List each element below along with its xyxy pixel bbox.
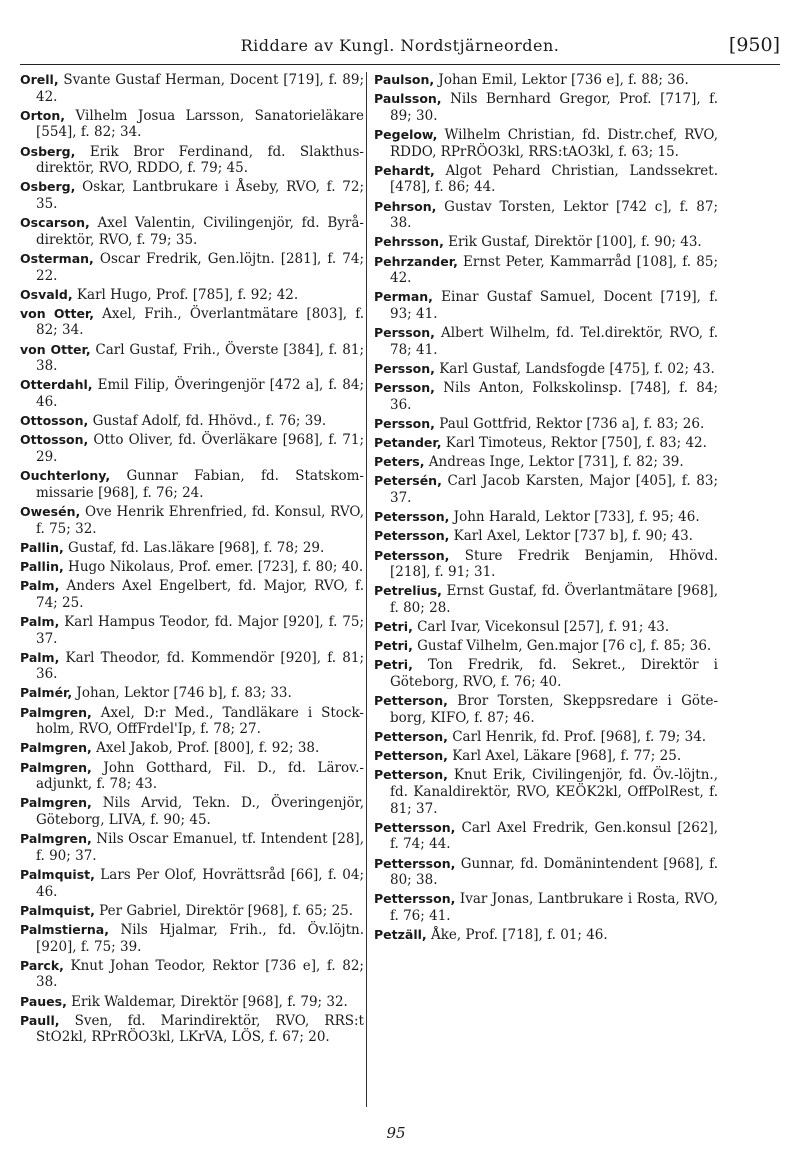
entry-surname: Osberg, — [20, 143, 76, 159]
entry-details: Sture Fredrik Benjamin, Hhövd. [218], f. 91; 31. — [390, 547, 718, 581]
list-item — [20, 251, 364, 284]
entry-surname: Petterson, — [374, 693, 448, 709]
entry-surname: Otterdahl, — [20, 377, 93, 393]
entry-surname: Pehardt, — [374, 162, 435, 178]
entry-details: Gustaf Vilhelm, Gen.major [76 c], f. 85; 36. — [412, 638, 712, 655]
list-item — [20, 922, 364, 955]
list-item — [374, 748, 718, 765]
entry-surname: Pehrzander, — [374, 253, 458, 269]
entry-details: Ernst Peter, Kammarråd [108], f. 85; 42. — [390, 253, 718, 287]
list-item — [374, 199, 718, 232]
entry-details: Nils Oscar Emanuel, tf. Intendent [28], f. 90; 37. — [36, 831, 364, 864]
entry-surname: Paues, — [20, 993, 67, 1009]
entry-surname: Ouchterlony, — [20, 468, 111, 484]
list-item — [374, 767, 718, 817]
entry-details: Algot Pehard Christian, Landssekret. [478], f. 86; 44. — [390, 162, 718, 196]
list-item — [20, 504, 364, 537]
entry-surname: Osvald, — [20, 286, 73, 302]
list-item — [374, 927, 718, 944]
entry-details: Erik Gustaf, Direktör [100], f. 90; 43. — [443, 234, 702, 251]
entry-surname: Palmgren, — [20, 740, 92, 756]
entry-surname: von Otter, — [20, 341, 91, 357]
entry-details: Wilhelm Christian, fd. Distr.chef, RVO, RDDO, RPrRÖO3kl, RRS:tAO3kl, f. 63; 15. — [390, 126, 718, 160]
list-item — [374, 72, 718, 89]
list-item — [374, 325, 718, 358]
list-item — [20, 903, 364, 920]
entry-surname: Petterson, — [374, 748, 448, 764]
entry-details: Ivar Jonas, Lantbrukare i Rosta, RVO, f. 76; 41. — [390, 891, 718, 924]
entry-surname: Pettersson, — [374, 855, 456, 871]
list-item — [374, 548, 718, 581]
page-title: Riddare av Kungl. Nordstjärneorden. — [240, 36, 560, 55]
entry-details: Karl Axel, Läkare [968], f. 77; 25. — [447, 748, 682, 765]
entry-surname: Petersson, — [374, 509, 450, 525]
list-item — [20, 413, 364, 430]
list-item — [20, 540, 364, 557]
list-item — [374, 820, 718, 853]
header-rule — [20, 64, 780, 65]
entry-details: Ove Henrik Ehrenfried, fd. Konsul, RVO, f. 75; 32. — [36, 503, 364, 537]
entry-surname: Ottosson, — [20, 413, 89, 429]
list-item — [20, 287, 364, 304]
entry-surname: Peters, — [374, 454, 425, 470]
entry-surname: Petterson, — [374, 729, 448, 745]
entry-details: Erik Waldemar, Direktör [968], f. 79; 32. — [66, 993, 348, 1010]
entry-details: Albert Wilhelm, fd. Tel.direktör, RVO, f. 78; 41. — [390, 325, 718, 358]
list-item — [20, 740, 364, 757]
page-number: 95 — [386, 1124, 406, 1142]
list-item — [374, 729, 718, 746]
list-item — [374, 416, 718, 433]
entry-surname: von Otter, — [20, 305, 94, 321]
entry-surname: Pettersson, — [374, 819, 456, 835]
entry-details: Knut Erik, Civilingenjör, fd. Öv.-löjtn., fd. Kanaldirektör, RVO, KEÖK2kl, OffPolRest, f. 81; 37. — [390, 767, 718, 817]
entry-details: Åke, Prof. [718], f. 01; 46. — [426, 927, 608, 944]
entry-details: Axel Valentin, Civilingenjör, fd. Byrå-direktör, RVO, f. 79; 35. — [36, 215, 364, 248]
list-item — [374, 435, 718, 452]
entry-details: Erik Bror Ferdinand, fd. Slakthus-direktör, RVO, RDDO, f. 79; 45. — [36, 143, 364, 177]
entry-details: Carl Axel Fredrik, Gen.konsul [262], f. 74; 44. — [390, 819, 718, 853]
list-item — [374, 657, 718, 690]
entry-surname: Owesén, — [20, 503, 81, 519]
left-column — [20, 72, 364, 1048]
entry-surname: Persson, — [374, 325, 435, 341]
list-item — [20, 215, 364, 248]
entry-details: Anders Axel Engelbert, fd. Major, RVO, f. 74; 25. — [36, 578, 364, 611]
entry-details: Emil Filip, Överingenjör [472 a], f. 84; 46. — [36, 377, 364, 411]
entry-surname: Orell, — [20, 72, 59, 87]
entry-surname: Persson, — [374, 380, 435, 396]
list-item — [20, 994, 364, 1011]
entry-details: Carl Ivar, Vicekonsul [257], f. 91; 43. — [412, 619, 670, 636]
entry-details: Gustav Torsten, Lektor [742 c], f. 87; 38. — [390, 198, 718, 232]
entry-surname: Palmgren, — [20, 704, 92, 720]
entry-surname: Palmstierna, — [20, 921, 109, 937]
entry-surname: Pallin, — [20, 558, 64, 574]
entry-surname: Pallin, — [20, 539, 64, 555]
list-item — [20, 831, 364, 864]
list-item — [20, 432, 364, 465]
list-item — [374, 380, 718, 413]
list-item — [20, 342, 364, 375]
entry-surname: Palm, — [20, 578, 60, 594]
page-header — [20, 34, 780, 62]
entry-surname: Palmér, — [20, 685, 73, 701]
list-item — [374, 127, 718, 160]
list-item — [374, 163, 718, 196]
entry-details: Karl Gustaf, Landsfogde [475], f. 02; 43. — [434, 360, 715, 377]
entry-surname: Palmgren, — [20, 831, 92, 847]
list-item — [374, 856, 718, 889]
entry-surname: Ottosson, — [20, 432, 89, 448]
entry-details: John Gotthard, Fil. D., fd. Lärov.-adjunkt, f. 78; 43. — [36, 759, 364, 793]
list-item — [20, 144, 364, 177]
entry-surname: Parck, — [20, 957, 64, 973]
list-item — [20, 108, 364, 141]
entry-surname: Paulson, — [374, 72, 435, 87]
entry-details: Svante Gustaf Herman, Docent [719], f. 89; 42. — [36, 72, 364, 105]
entry-details: Nils Anton, Folkskolinsp. [748], f. 84; 36. — [390, 380, 718, 413]
entry-surname: Petri, — [374, 619, 413, 635]
entry-details: Gunnar, fd. Domänintendent [968], f. 80; 38. — [390, 855, 718, 889]
list-item — [20, 559, 364, 576]
page-reference: [950] — [728, 34, 780, 56]
list-item — [374, 619, 718, 636]
list-item — [20, 306, 364, 339]
entry-details: Johan Emil, Lektor [736 e], f. 88; 36. — [434, 72, 689, 88]
entry-surname: Petri, — [374, 657, 413, 673]
entry-surname: Palmgren, — [20, 759, 92, 775]
entry-surname: Orton, — [20, 107, 66, 123]
list-item — [20, 650, 364, 683]
entry-details: Nils Bernhard Gregor, Prof. [717], f. 89; 30. — [390, 91, 718, 124]
entry-details: Carl Gustaf, Frih., Överste [384], f. 81; 38. — [36, 341, 364, 375]
entry-surname: Petri, — [374, 638, 413, 654]
entry-surname: Petrelius, — [374, 583, 442, 599]
entry-details: Carl Jacob Karsten, Major [405], f. 83; 37. — [390, 473, 718, 506]
list-item — [374, 234, 718, 251]
entry-details: Karl Axel, Lektor [737 b], f. 90; 43. — [449, 528, 693, 545]
entry-surname: Pehrsson, — [374, 234, 444, 250]
list-item — [20, 179, 364, 212]
entry-details: Lars Per Olof, Hovrättsråd [66], f. 04; 46. — [36, 866, 364, 900]
entry-details: Per Gabriel, Direktör [968], f. 65; 25. — [94, 902, 354, 919]
entry-details: Andreas Inge, Lektor [731], f. 82; 39. — [424, 454, 684, 471]
entry-surname: Pehrson, — [374, 198, 437, 214]
right-column — [374, 72, 718, 946]
list-item — [20, 958, 364, 991]
list-item — [374, 473, 718, 506]
list-item — [374, 361, 718, 378]
entry-surname: Petterson, — [374, 767, 448, 783]
entry-details: Carl Henrik, fd. Prof. [968], f. 79; 34. — [447, 729, 707, 746]
entry-surname: Petersén, — [374, 473, 442, 489]
list-item — [374, 583, 718, 616]
list-item — [374, 509, 718, 526]
entry-surname: Paulsson, — [374, 91, 442, 107]
entry-details: Sven, fd. Marindirektör, RVO, RRS:t StO2kl, RPrRÖO3kl, LKrVA, LÖS, f. 67; 20. — [36, 1012, 364, 1046]
list-item — [20, 1013, 364, 1046]
entry-surname: Petander, — [374, 435, 442, 450]
list-item — [374, 254, 718, 287]
entry-details: Karl Theodor, fd. Kommendör [920], f. 81; 36. — [36, 649, 364, 683]
list-item — [20, 760, 364, 793]
entry-surname: Osberg, — [20, 179, 76, 195]
list-item — [374, 891, 718, 924]
entry-details: Oscar Fredrik, Gen.löjtn. [281], f. 74; 22. — [36, 250, 364, 284]
list-item — [20, 578, 364, 611]
entry-surname: Paull, — [20, 1012, 60, 1028]
list-item — [374, 528, 718, 545]
entry-details: John Harald, Lektor [733], f. 95; 46. — [449, 509, 700, 526]
entry-surname: Pegelow, — [374, 126, 438, 142]
entry-surname: Oscarson, — [20, 215, 90, 231]
list-item — [20, 795, 364, 828]
entry-surname: Pettersson, — [374, 891, 456, 907]
entry-details: Gustaf Adolf, fd. Hhövd., f. 76; 39. — [88, 413, 327, 430]
entry-surname: Persson, — [374, 360, 435, 376]
entry-details: Einar Gustaf Samuel, Docent [719], f. 93; 41. — [390, 289, 718, 322]
entry-surname: Perman, — [374, 289, 433, 305]
list-item — [374, 638, 718, 655]
list-item — [374, 693, 718, 726]
entry-details: Knut Johan Teodor, Rektor [736 e], f. 82; 38. — [36, 957, 364, 991]
entry-details: Otto Oliver, fd. Överläkare [968], f. 71; 29. — [36, 432, 364, 465]
entry-surname: Petzäll, — [374, 927, 427, 943]
entry-details: Gustaf, fd. Las.läkare [968], f. 78; 29. — [63, 539, 325, 556]
entry-details: Karl Hampus Teodor, fd. Major [920], f. 75; 37. — [36, 613, 364, 647]
entry-details: Gunnar Fabian, fd. Statskom-missarie [968], f. 76; 24. — [36, 468, 364, 501]
entry-details: Nils Arvid, Tekn. D., Överingenjör, Göteborg, LIVA, f. 90; 45. — [36, 795, 364, 828]
entry-surname: Petersson, — [374, 547, 450, 563]
entry-surname: Osterman, — [20, 250, 94, 266]
entry-surname: Persson, — [374, 415, 435, 431]
list-item — [20, 377, 364, 410]
list-item — [374, 91, 718, 124]
entry-surname: Palm, — [20, 613, 60, 629]
entry-details: Bror Torsten, Skeppsredare i Göte-borg, KIFO, f. 87; 46. — [390, 693, 718, 726]
entry-surname: Petersson, — [374, 528, 450, 544]
list-item — [374, 454, 718, 471]
entry-details: Hugo Nikolaus, Prof. emer. [723], f. 80; 40. — [63, 558, 364, 575]
entry-details: Axel, Frih., Överlantmätare [803], f. 82; 34. — [36, 305, 364, 339]
entry-details: Ton Fredrik, fd. Sekret., Direktör i Göteborg, RVO, f. 76; 40. — [390, 657, 718, 691]
list-item — [374, 289, 718, 322]
entry-details: Ernst Gustaf, fd. Överlantmätare [968], f. 80; 28. — [390, 583, 718, 616]
entry-details: Vilhelm Josua Larsson, Sanatorieläkare [554], f. 82; 34. — [36, 107, 364, 141]
list-item — [20, 867, 364, 900]
entry-details: Karl Hugo, Prof. [785], f. 92; 42. — [72, 286, 299, 303]
entry-details: Nils Hjalmar, Frih., fd. Öv.löjtn. [920], f. 75; 39. — [36, 921, 364, 955]
entry-details: Paul Gottfrid, Rektor [736 a], f. 83; 26. — [434, 415, 705, 432]
list-item — [20, 72, 364, 105]
entry-details: Johan, Lektor [746 b], f. 83; 33. — [72, 685, 292, 702]
entry-surname: Palmquist, — [20, 902, 95, 918]
entry-surname: Palmgren, — [20, 795, 92, 811]
entry-surname: Palmquist, — [20, 866, 95, 882]
list-item — [20, 468, 364, 501]
list-item — [20, 614, 364, 647]
list-item — [20, 685, 364, 702]
entry-details: Karl Timoteus, Rektor [750], f. 83; 42. — [441, 435, 707, 451]
column-divider — [366, 72, 367, 1107]
entry-surname: Palm, — [20, 649, 60, 665]
entry-details: Axel Jakob, Prof. [800], f. 92; 38. — [91, 740, 320, 757]
entry-details: Axel, D:r Med., Tandläkare i Stock-holm, RVO, OffFrdel'Ip, f. 78; 27. — [36, 704, 364, 738]
entry-details: Oskar, Lantbrukare i Åseby, RVO, f. 72; 35. — [36, 179, 364, 212]
list-item — [20, 705, 364, 738]
